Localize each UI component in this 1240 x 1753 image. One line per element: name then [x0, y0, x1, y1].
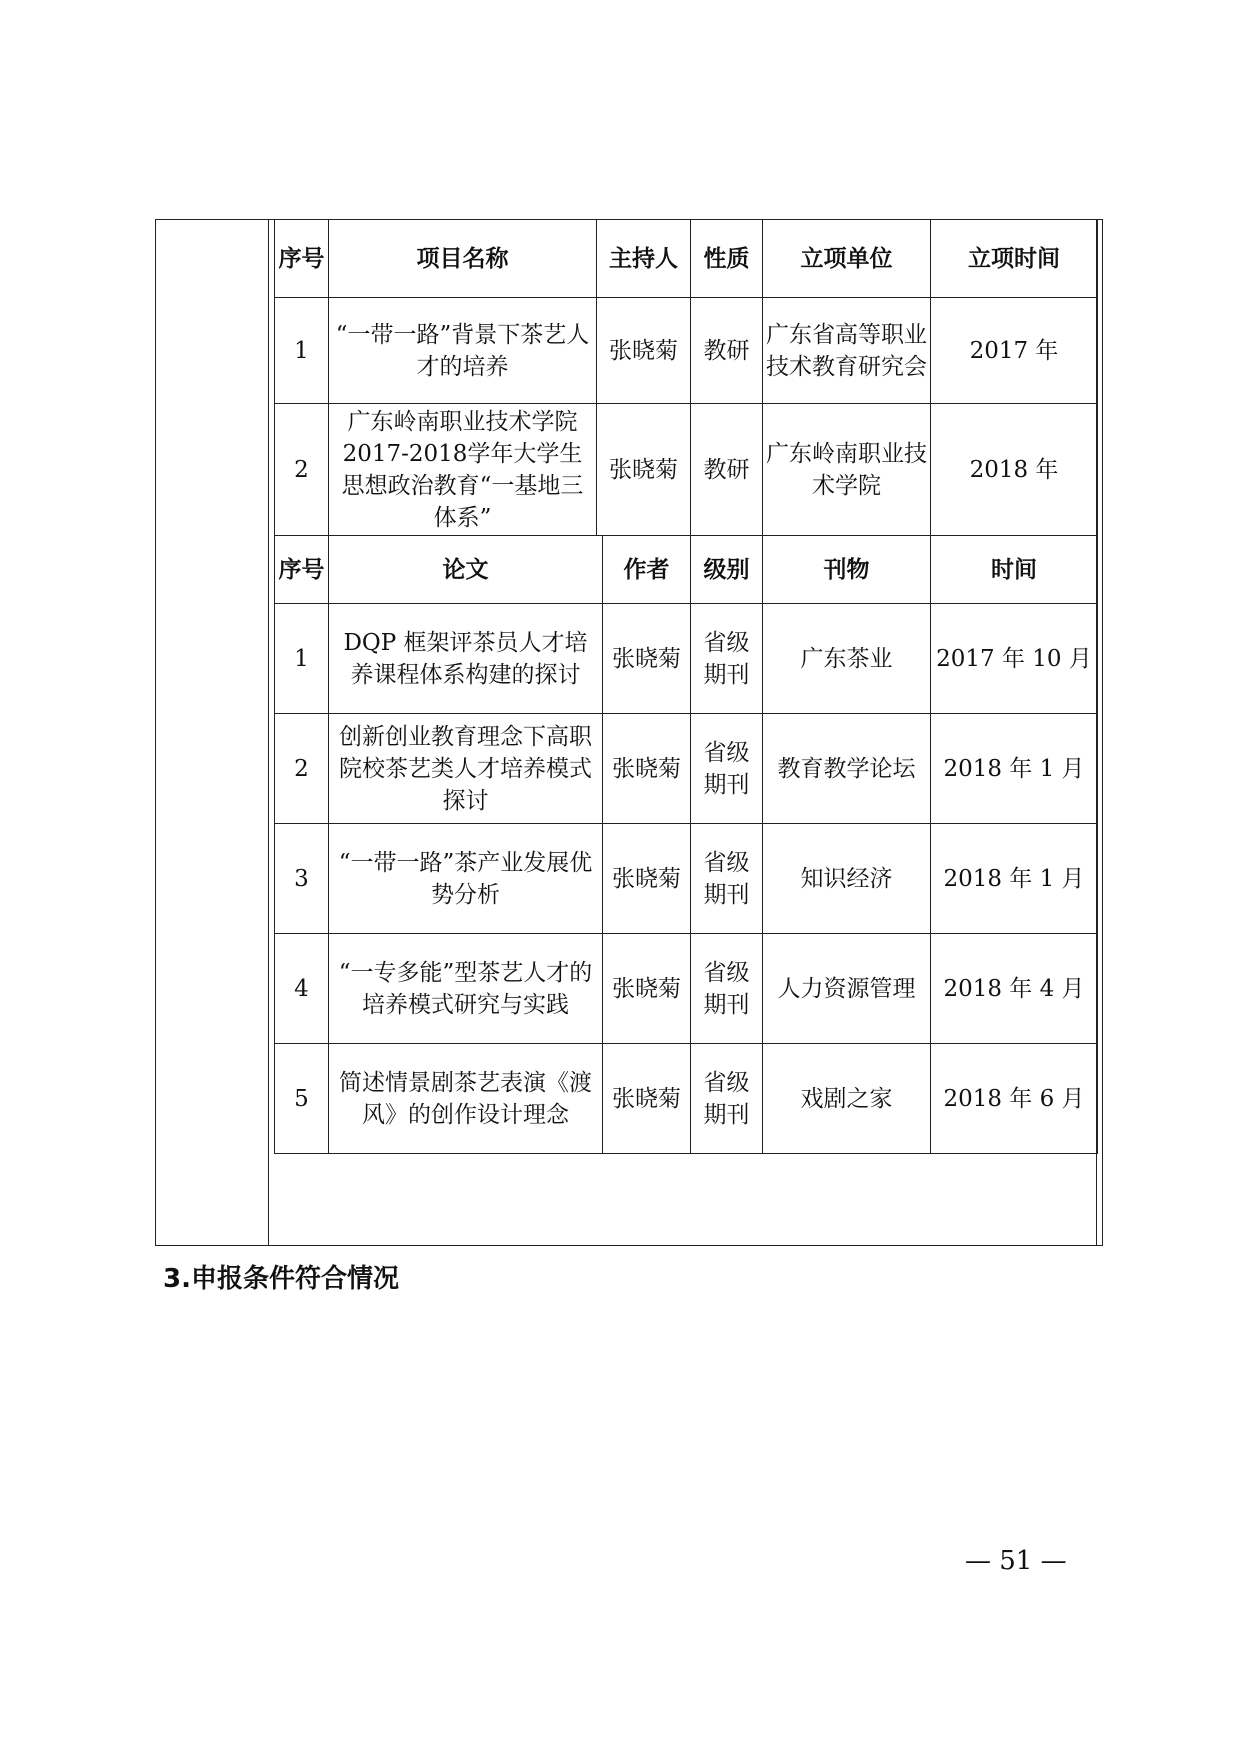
- cell-time: 2017 年: [931, 298, 1098, 404]
- table-row: [275, 824, 1098, 934]
- cell-unit: 广东省高等职业技术教育研究会: [763, 298, 931, 404]
- papers-table: [274, 535, 1098, 1154]
- header-project-name: 项目名称: [329, 220, 597, 298]
- cell-journal: 教育教学论坛: [763, 714, 931, 824]
- table-row: [275, 404, 1098, 536]
- cell-journal: 知识经济: [763, 824, 931, 934]
- section-heading: 3.申报条件符合情况: [163, 1264, 399, 1294]
- header-no: 序号: [275, 220, 329, 298]
- header-journal: 刊物: [763, 536, 931, 604]
- cell-time: 2018 年 1 月: [931, 824, 1098, 934]
- cell-time: 2017 年 10 月: [931, 604, 1098, 714]
- projects-table: [274, 219, 1098, 536]
- table-row: [275, 934, 1098, 1044]
- cell-author: 张晓菊: [603, 1044, 691, 1154]
- projects-header-row: [275, 220, 1098, 298]
- cell-journal: 广东茶业: [763, 604, 931, 714]
- cell-level: 省级期刊: [691, 1044, 763, 1154]
- cell-time: 2018 年 6 月: [931, 1044, 1098, 1154]
- header-paper-title: 论文: [329, 536, 603, 604]
- cell-no: 1: [275, 604, 329, 714]
- header-host: 主持人: [597, 220, 691, 298]
- cell-no: 1: [275, 298, 329, 404]
- table-row: [275, 604, 1098, 714]
- cell-author: 张晓菊: [603, 604, 691, 714]
- cell-nature: 教研: [691, 404, 763, 536]
- cell-time: 2018 年: [931, 404, 1098, 536]
- cell-author: 张晓菊: [603, 714, 691, 824]
- cell-level: 省级期刊: [691, 714, 763, 824]
- cell-level: 省级期刊: [691, 824, 763, 934]
- cell-unit: 广东岭南职业技术学院: [763, 404, 931, 536]
- cell-project-name: “一带一路”背景下茶艺人才的培养: [329, 298, 597, 404]
- table-row: [275, 714, 1098, 824]
- header-unit: 立项单位: [763, 220, 931, 298]
- frame-divider: [268, 220, 269, 1245]
- header-time: 立项时间: [931, 220, 1098, 298]
- table-row: [275, 298, 1098, 404]
- cell-paper-title: 创新创业教育理念下高职院校茶艺类人才培养模式探讨: [329, 714, 603, 824]
- cell-no: 5: [275, 1044, 329, 1154]
- cell-paper-title: DQP 框架评茶员人才培养课程体系构建的探讨: [329, 604, 603, 714]
- cell-no: 4: [275, 934, 329, 1044]
- cell-paper-title: “一专多能”型茶艺人才的培养模式研究与实践: [329, 934, 603, 1044]
- cell-level: 省级期刊: [691, 604, 763, 714]
- cell-no: 2: [275, 714, 329, 824]
- cell-journal: 人力资源管理: [763, 934, 931, 1044]
- cell-no: 3: [275, 824, 329, 934]
- cell-paper-title: 简述情景剧茶艺表演《渡风》的创作设计理念: [329, 1044, 603, 1154]
- header-author: 作者: [603, 536, 691, 604]
- cell-time: 2018 年 4 月: [931, 934, 1098, 1044]
- papers-header-row: [275, 536, 1098, 604]
- header-time: 时间: [931, 536, 1098, 604]
- cell-host: 张晓菊: [597, 404, 691, 536]
- table-row: [275, 1044, 1098, 1154]
- page-number: — 51 —: [965, 1546, 1067, 1576]
- cell-no: 2: [275, 404, 329, 536]
- cell-journal: 戏剧之家: [763, 1044, 931, 1154]
- cell-host: 张晓菊: [597, 298, 691, 404]
- cell-time: 2018 年 1 月: [931, 714, 1098, 824]
- cell-level: 省级期刊: [691, 934, 763, 1044]
- cell-nature: 教研: [691, 298, 763, 404]
- header-nature: 性质: [691, 220, 763, 298]
- cell-author: 张晓菊: [603, 824, 691, 934]
- header-no: 序号: [275, 536, 329, 604]
- header-level: 级别: [691, 536, 763, 604]
- cell-author: 张晓菊: [603, 934, 691, 1044]
- cell-paper-title: “一带一路”茶产业发展优势分析: [329, 824, 603, 934]
- cell-project-name: 广东岭南职业技术学院2017-2018学年大学生思想政治教育“一基地三体系”: [329, 404, 597, 536]
